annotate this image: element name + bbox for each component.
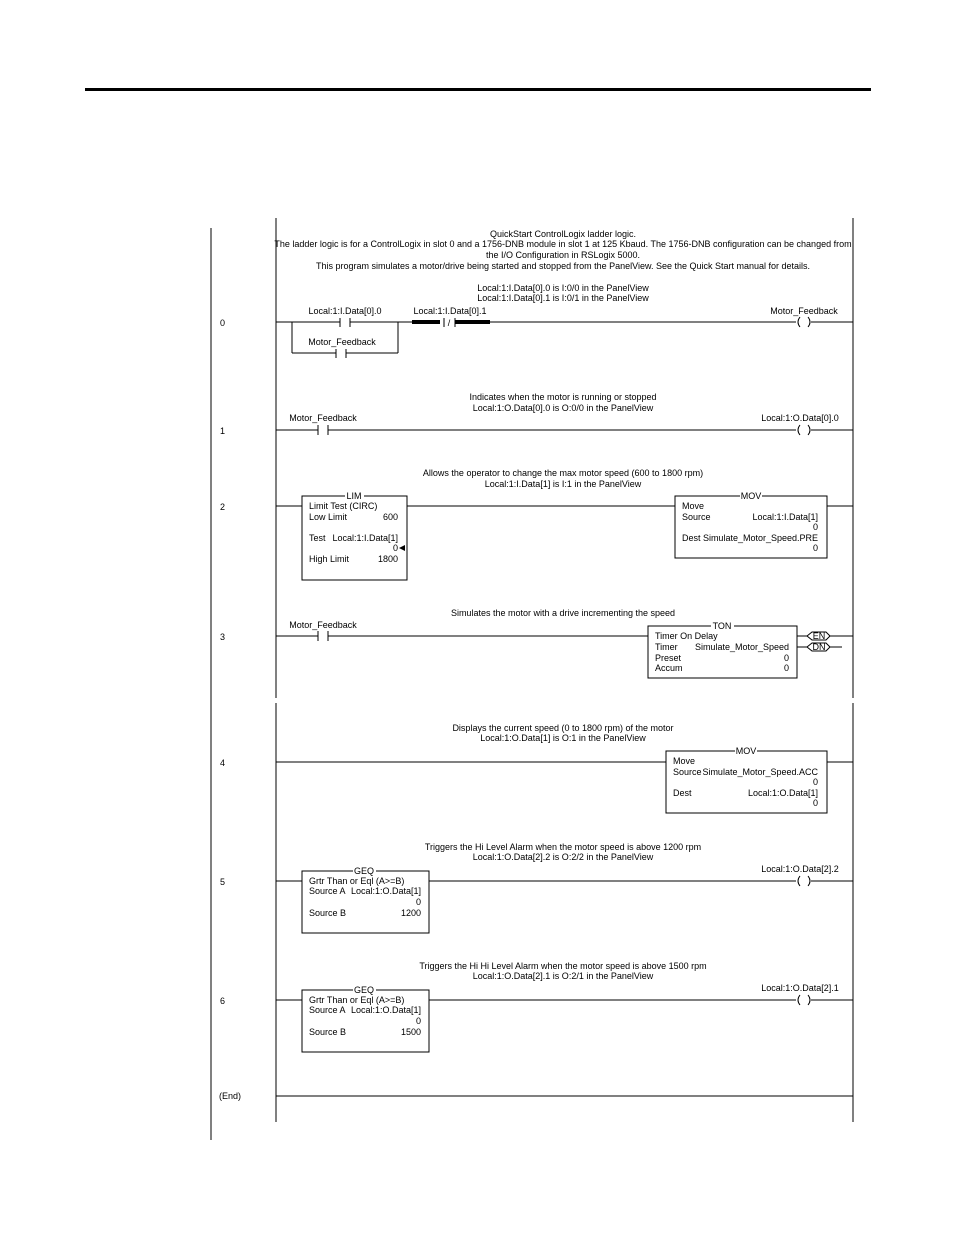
rung-2[interactable] [220,468,853,580]
xio-contact[interactable] [413,306,486,328]
contact-tag: Motor_Feedback [289,413,357,423]
param-label: Source B [309,908,347,918]
rung-comment: Local:1:I.Data[0].0 is I:0/0 in the PanelView [477,283,649,293]
param-label: Source [673,767,702,777]
rung-comment: Local:1:O.Data[2].2 is O:2/2 in the PanelView [472,852,654,862]
param-value: 0 [415,897,421,907]
rung-comment: Allows the operator to change the max motor speed (600 to 1800 rpm) [422,468,704,478]
program-comment [274,229,851,271]
rung-number: 0 [220,318,226,328]
instruction-mnemonic: LIM [346,491,362,501]
rung-1[interactable] [220,392,853,436]
rung-number: 6 [220,996,226,1006]
ton-instruction[interactable] [648,621,853,678]
instruction-title: Grtr Than or Eql (A>=B) [309,876,405,886]
output-coil[interactable] [761,983,839,1005]
param-label: Test [309,533,326,543]
param-label: Accum [655,663,683,673]
param-value: 1200 [400,908,421,918]
param-label: Dest [673,788,692,798]
rung-comment: Triggers the Hi Level Alarm when the motor speed is above 1200 rpm [424,842,702,852]
ton-dn-bit: DN [812,642,826,652]
rung-comment: Local:1:O.Data[2].1 is O:2/1 in the PanelView [472,971,654,981]
param-label: Source [682,512,711,522]
param-value: 0 [783,653,789,663]
rung-comment: Local:1:I.Data[0].1 is I:0/1 in the PanelView [477,293,649,303]
param-tag: Simulate_Motor_Speed [694,642,789,652]
end-rung [219,1091,853,1101]
rung-0[interactable] [220,283,853,358]
xic-contact[interactable] [289,620,357,641]
param-label: Timer [655,642,678,652]
comment-line: QuickStart ControlLogix ladder logic. [489,229,637,239]
contact-tag: Motor_Feedback [308,337,376,347]
param-label: High Limit [309,554,350,564]
mov-instruction[interactable] [666,746,827,813]
param-value: 0 [812,522,818,532]
rung-5[interactable] [220,842,853,933]
contact-tag: Local:1:I.Data[0].1 [413,306,487,316]
end-label: (End) [219,1091,242,1101]
param-tag: Local:1:O.Data[1] [747,788,818,798]
rung-number: 3 [220,632,226,642]
instruction-title: Limit Test (CIRC) [309,501,378,511]
coil-tag: Local:1:O.Data[2].2 [761,864,839,874]
param-value: 0 [415,1016,421,1026]
param-label: Dest [682,533,701,543]
geq-instruction[interactable] [302,866,429,933]
output-coil[interactable] [770,306,838,327]
param-label: Preset [655,653,682,663]
param-label: Source B [309,1027,347,1037]
mov-instruction[interactable] [675,491,827,558]
instruction-title: Move [682,501,705,511]
param-tag: Local:1:I.Data[1] [332,533,398,543]
param-tag: Local:1:I.Data[1] [752,512,818,522]
param-value: 0 [812,798,818,808]
param-value: 1500 [400,1027,421,1037]
rung-comment: Displays the current speed (0 to 1800 rpm) of the motor [452,723,674,733]
comment-line: The ladder logic is for a ControlLogix in slot 0 and a 1756-DNB module in slot 1 at 125 Kbaud. The 1756-DNB configuration can be changed from [274,239,852,249]
instruction-title: Grtr Than or Eql (A>=B) [309,995,405,1005]
param-label: Low Limit [309,512,348,522]
instruction-mnemonic: MOV [740,491,762,501]
xio-slash: / [447,318,451,328]
param-value: 0 [812,777,818,787]
geq-instruction[interactable] [302,985,429,1052]
output-coil[interactable] [761,413,839,435]
param-tag: Local:1:O.Data[1] [350,1005,421,1015]
rung-number: 4 [220,758,226,768]
output-coil[interactable] [761,864,839,886]
rung-comment: Local:1:I.Data[1] is I:1 in the PanelView [484,479,642,489]
param-value: 0 [812,543,818,553]
ton-en-bit: EN [812,631,826,641]
rung-comment: Triggers the Hi Hi Level Alarm when the motor speed is above 1500 rpm [419,961,707,971]
comment-line: the I/O Configuration in RSLogix 5000. [485,250,641,260]
param-value: 1800 [377,554,398,564]
rung-number: 2 [220,502,226,512]
coil-tag: Local:1:O.Data[2].1 [761,983,839,993]
contact-tag: Local:1:I.Data[0].0 [308,306,382,316]
rung-comment: Indicates when the motor is running or stopped [469,392,657,402]
rung-3[interactable] [220,608,853,678]
coil-tag: Local:1:O.Data[0].0 [761,413,839,423]
contact-tag: Motor_Feedback [289,620,357,630]
param-value: 0 [392,543,398,553]
rung-comment: Local:1:O.Data[1] is O:1 in the PanelView [480,733,646,743]
instruction-mnemonic: GEQ [353,985,375,995]
instruction-mnemonic: TON [712,621,732,631]
param-tag: Simulate_Motor_Speed.PRE [702,533,818,543]
xic-contact[interactable] [308,306,381,327]
rung-6[interactable] [220,961,853,1052]
instruction-mnemonic: GEQ [353,866,375,876]
rung-number: 5 [220,877,226,887]
branch-xic-contact[interactable] [308,337,376,358]
rung-comment: Simulates the motor with a drive incrementing the speed [450,608,676,618]
coil-tag: Motor_Feedback [770,306,838,316]
param-label: Source A [309,1005,346,1015]
instruction-title: Timer On Delay [655,631,718,641]
xic-contact[interactable] [289,413,357,435]
rung-4[interactable] [220,723,853,813]
comment-line: This program simulates a motor/drive being started and stopped from the PanelView. See the Quick Start manual for details. [315,261,811,271]
instruction-title: Move [673,756,696,766]
param-tag: Local:1:O.Data[1] [350,886,421,896]
instruction-mnemonic: MOV [735,746,757,756]
lim-instruction[interactable] [302,491,407,580]
param-value: 0 [783,663,789,673]
rung-number: 1 [220,426,226,436]
param-value: 600 [382,512,398,522]
rung-comment: Local:1:O.Data[0].0 is O:0/0 in the PanelView [472,403,654,413]
param-tag: Simulate_Motor_Speed.ACC [702,767,818,777]
param-label: Source A [309,886,346,896]
